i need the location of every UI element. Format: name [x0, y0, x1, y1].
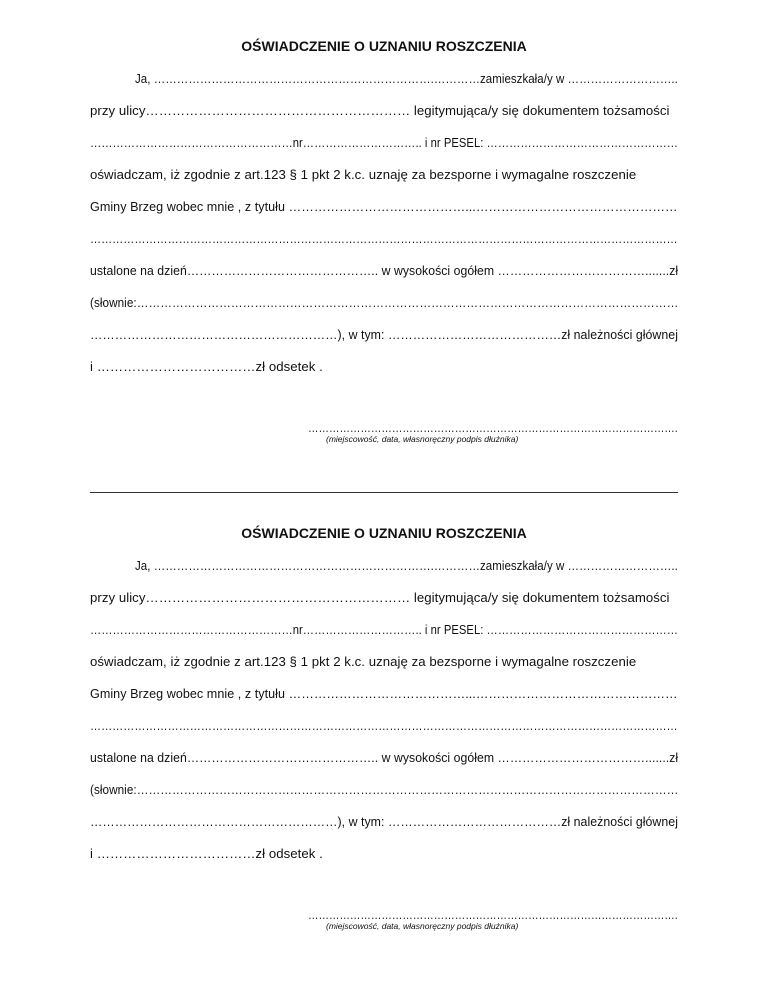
line-title-claim: Gminy Brzeg wobec mnie , z tytułu ……………………………………...………………………………………… [90, 686, 678, 701]
line-principal: ……………………………………………………), w tym: ……………………………………zł należności głównej [90, 327, 678, 342]
declaration-1 [0, 38, 768, 498]
line-date-amount: ustalone na dzień……………………………………….. w wysokości ogółem ……………………………….......zł [90, 263, 679, 278]
signature-line: ……………………………………………………………………………………………. [308, 907, 678, 922]
signature-line: ……………………………………………………………………………………………. [308, 420, 678, 435]
signature-caption: (miejscowość, data, własnoręczny podpis dłużnika) [326, 921, 519, 931]
line-blank: …………………………………………………………………………………………………………………………………………… [90, 718, 678, 733]
line-name-address: Ja, ……………………………………………………………….…………zamieszkała/y w ……………………….. [135, 558, 678, 573]
section-divider [90, 492, 678, 493]
line-doc-number-pesel: ………………………………………………nr………………………….. i nr PESEL: …………………………………………… [90, 135, 679, 150]
line-date-amount: ustalone na dzień……………………………………….. w wysokości ogółem ……………………………….......zł [90, 750, 679, 765]
line-interest: i ………………………………zł odsetek . [90, 359, 323, 374]
line-title-claim: Gminy Brzeg wobec mnie , z tytułu ……………………………………...………………………………………… [90, 199, 678, 214]
line-declaration: oświadczam, iż zgodnie z art.123 § 1 pkt 2 k.c. uznaję za bezsporne i wymagalne roszczenie [90, 654, 637, 669]
signature-caption: (miejscowość, data, własnoręczny podpis dłużnika) [326, 434, 519, 444]
declaration-title: OŚWIADCZENIE O UZNANIU ROSZCZENIA [241, 525, 527, 541]
line-interest: i ………………………………zł odsetek . [90, 846, 323, 861]
line-principal: ……………………………………………………), w tym: ……………………………………zł należności głównej [90, 814, 678, 829]
line-street-id: przy ulicy…………………………………………………… legitymująca/y się dokumentem tożsamości [90, 103, 670, 118]
declaration-2 [0, 525, 768, 985]
line-street-id: przy ulicy…………………………………………………… legitymująca/y się dokumentem tożsamości [90, 590, 670, 605]
declaration-title: OŚWIADCZENIE O UZNANIU ROSZCZENIA [241, 38, 527, 54]
line-declaration: oświadczam, iż zgodnie z art.123 § 1 pkt 2 k.c. uznaję za bezsporne i wymagalne roszczenie [90, 167, 637, 182]
line-name-address: Ja, ……………………………………………………………….…………zamieszkała/y w ……………………….. [135, 71, 678, 86]
line-in-words: (słownie:………………………………………………………………………………………………………………………… [90, 782, 679, 797]
line-in-words: (słownie:………………………………………………………………………………………………………………………… [90, 295, 679, 310]
line-doc-number-pesel: ………………………………………………nr………………………….. i nr PESEL: …………………………………………… [90, 622, 679, 637]
line-blank: …………………………………………………………………………………………………………………………………………… [90, 231, 678, 246]
